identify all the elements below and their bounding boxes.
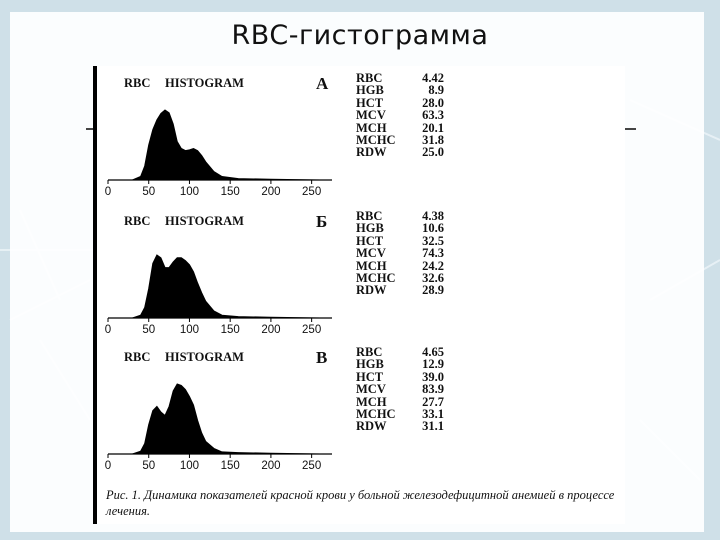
parameter-name: MCH (356, 258, 387, 273)
parameter-name: RBC (356, 71, 383, 85)
x-tick-label: 200 (261, 460, 281, 472)
parameter-value: 74.3 (422, 246, 444, 261)
parameter-list (356, 210, 444, 297)
parameter-name: MCHC (356, 133, 396, 148)
x-tick-label: 50 (142, 186, 156, 198)
parameter-row (356, 383, 444, 395)
histogram-panel-1 (105, 74, 332, 198)
panel-label: А (316, 74, 329, 93)
parameter-name: MCHC (356, 271, 396, 286)
histogram-panel-3 (105, 348, 332, 472)
parameter-name: HCT (356, 369, 384, 384)
parameter-value: 28.0 (422, 95, 444, 110)
parameter-value: 4.65 (422, 345, 444, 359)
parameter-name: RDW (356, 145, 387, 160)
parameter-row (356, 358, 444, 370)
parameter-name: MCHC (356, 407, 396, 422)
x-tick-label: 150 (220, 324, 240, 336)
histogram-title-word: HISTOGRAM (165, 350, 244, 364)
histogram-area (132, 255, 319, 318)
x-tick-label: 250 (302, 460, 322, 472)
x-tick-label: 100 (179, 324, 200, 336)
parameter-value: 10.6 (422, 221, 444, 236)
x-tick-label: 100 (179, 186, 200, 198)
x-tick-label: 0 (104, 186, 112, 198)
parameter-name: MCH (356, 120, 387, 135)
parameter-name: HCT (356, 233, 384, 248)
parameter-list (356, 72, 444, 159)
histogram-title-rbc: RBC (124, 76, 151, 90)
parameter-row (356, 247, 444, 259)
histogram-area (132, 110, 319, 180)
histogram-title-word: HISTOGRAM (165, 214, 244, 228)
histogram-area (132, 384, 319, 454)
parameter-value: 39.0 (422, 369, 444, 384)
histogram-panel-2 (105, 212, 332, 336)
parameter-row (356, 420, 444, 432)
parameter-row (356, 84, 444, 96)
parameter-name: HGB (356, 221, 384, 236)
parameter-value: 32.6 (422, 271, 444, 286)
parameter-row (356, 222, 444, 234)
parameter-row (356, 109, 444, 121)
slide-title: RBC-гистограмма (231, 20, 489, 51)
x-tick-label: 0 (104, 324, 112, 336)
parameter-value: 32.5 (422, 233, 444, 248)
parameter-name: MCV (356, 246, 386, 261)
parameter-name: RDW (356, 419, 387, 434)
figure-caption: Рис. 1. Динамика показателей красной крови у больной железодефицитной анемией в процессе лечения. (106, 488, 615, 518)
parameter-name: MCV (356, 382, 386, 397)
parameter-value: 12.9 (422, 357, 444, 372)
panel-label: Б (316, 212, 328, 231)
x-tick-label: 200 (261, 324, 281, 336)
histogram-title-word: HISTOGRAM (165, 76, 244, 90)
parameter-value: 8.9 (428, 83, 444, 98)
x-tick-label: 150 (220, 460, 240, 472)
parameter-value: 28.9 (422, 283, 444, 298)
parameter-name: RDW (356, 283, 387, 298)
parameter-row (356, 146, 444, 158)
parameter-value: 4.42 (422, 71, 444, 85)
panel-label: В (316, 348, 328, 367)
parameter-name: MCH (356, 394, 387, 409)
parameter-name: HGB (356, 83, 384, 98)
histogram-title-rbc: RBC (124, 214, 151, 228)
parameter-value: 33.1 (422, 407, 444, 422)
parameter-name: RBC (356, 345, 383, 359)
x-tick-label: 0 (104, 460, 112, 472)
x-tick-label: 200 (261, 186, 281, 198)
histogram-title-rbc: RBC (124, 350, 151, 364)
parameter-row (356, 284, 444, 296)
x-tick-label: 150 (220, 186, 240, 198)
x-tick-label: 50 (142, 460, 156, 472)
parameter-name: MCV (356, 108, 386, 123)
parameter-name: RBC (356, 209, 383, 223)
x-tick-label: 250 (302, 186, 322, 198)
parameter-name: HCT (356, 95, 384, 110)
parameter-value: 31.8 (422, 133, 444, 148)
parameter-value: 24.2 (422, 258, 444, 273)
parameter-value: 27.7 (422, 394, 444, 409)
parameter-list (356, 346, 444, 433)
parameter-value: 20.1 (422, 120, 444, 135)
parameter-value: 31.1 (422, 419, 444, 434)
parameter-value: 4.38 (422, 209, 444, 223)
parameter-name: HGB (356, 357, 384, 372)
parameter-value: 63.3 (422, 108, 444, 123)
x-tick-label: 50 (142, 324, 156, 336)
x-tick-label: 100 (179, 460, 200, 472)
x-tick-label: 250 (302, 324, 322, 336)
parameter-value: 83.9 (422, 382, 444, 397)
parameter-value: 25.0 (422, 145, 444, 160)
